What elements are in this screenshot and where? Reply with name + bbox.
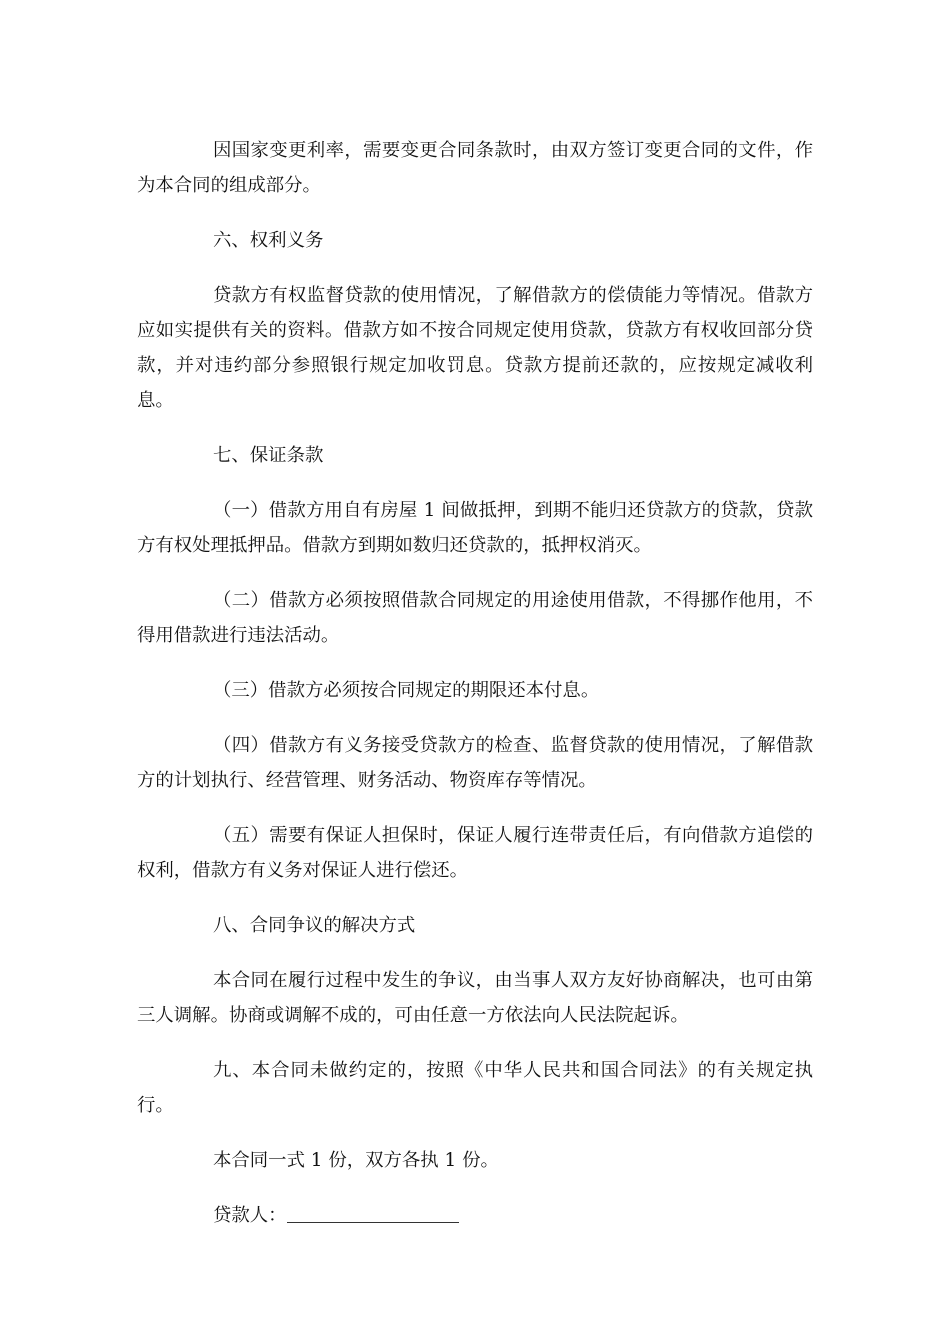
lender-signature-blank[interactable] <box>287 1198 459 1223</box>
paragraph-dispute: 本合同在履行过程中发生的争议，由当事人双方友好协商解决，也可由第三人调解。协商或调解不成的，可由任意一方依法向人民法院起诉。 <box>137 970 813 1026</box>
paragraph-contract-law: 九、本合同未做约定的，按照《中华人民共和国合同法》的有关规定执行。 <box>137 1060 813 1116</box>
lender-label: 贷款人： <box>213 1205 287 1226</box>
paragraph-rate-change: 因国家变更利率，需要变更合同条款时，由双方签订变更合同的文件，作为本合同的组成部分。 <box>137 140 813 196</box>
paragraph-guarantee-4: （四）借款方有义务接受贷款方的检查、监督贷款的使用情况，了解借款方的计划执行、经营管理、财务活动、物资库存等情况。 <box>137 735 813 791</box>
paragraph-copies: 本合同一式 1 份，双方各执 1 份。 <box>213 1150 499 1171</box>
signature-row <box>137 1198 813 1233</box>
heading-dispute-resolution: 八、合同争议的解决方式 <box>213 915 416 936</box>
paragraph-guarantee-3: （三）借款方必须按合同规定的期限还本付息。 <box>213 680 600 701</box>
paragraph-guarantee-2: （二）借款方必须按照借款合同规定的用途使用借款，不得挪作他用，不得用借款进行违法活动。 <box>137 590 813 646</box>
heading-rights-obligations: 六、权利义务 <box>213 230 324 251</box>
heading-guarantee-terms: 七、保证条款 <box>213 445 324 466</box>
paragraph-rights: 贷款方有权监督贷款的使用情况，了解借款方的偿债能力等情况。借款方应如实提供有关的资料。借款方如不按合同规定使用贷款，贷款方有权收回部分贷款，并对违约部分参照银行规定加收罚息。贷款方提前还款的，应按规定减收利息。 <box>137 285 813 411</box>
paragraph-guarantee-5: （五）需要有保证人担保时，保证人履行连带责任后，有向借款方追偿的权利，借款方有义务对保证人进行偿还。 <box>137 825 813 881</box>
document-page <box>137 133 813 1233</box>
paragraph-guarantee-1: （一）借款方用自有房屋 1 间做抵押，到期不能归还贷款方的贷款，贷款方有权处理抵押品。借款方到期如数归还贷款的，抵押权消灭。 <box>137 500 813 556</box>
